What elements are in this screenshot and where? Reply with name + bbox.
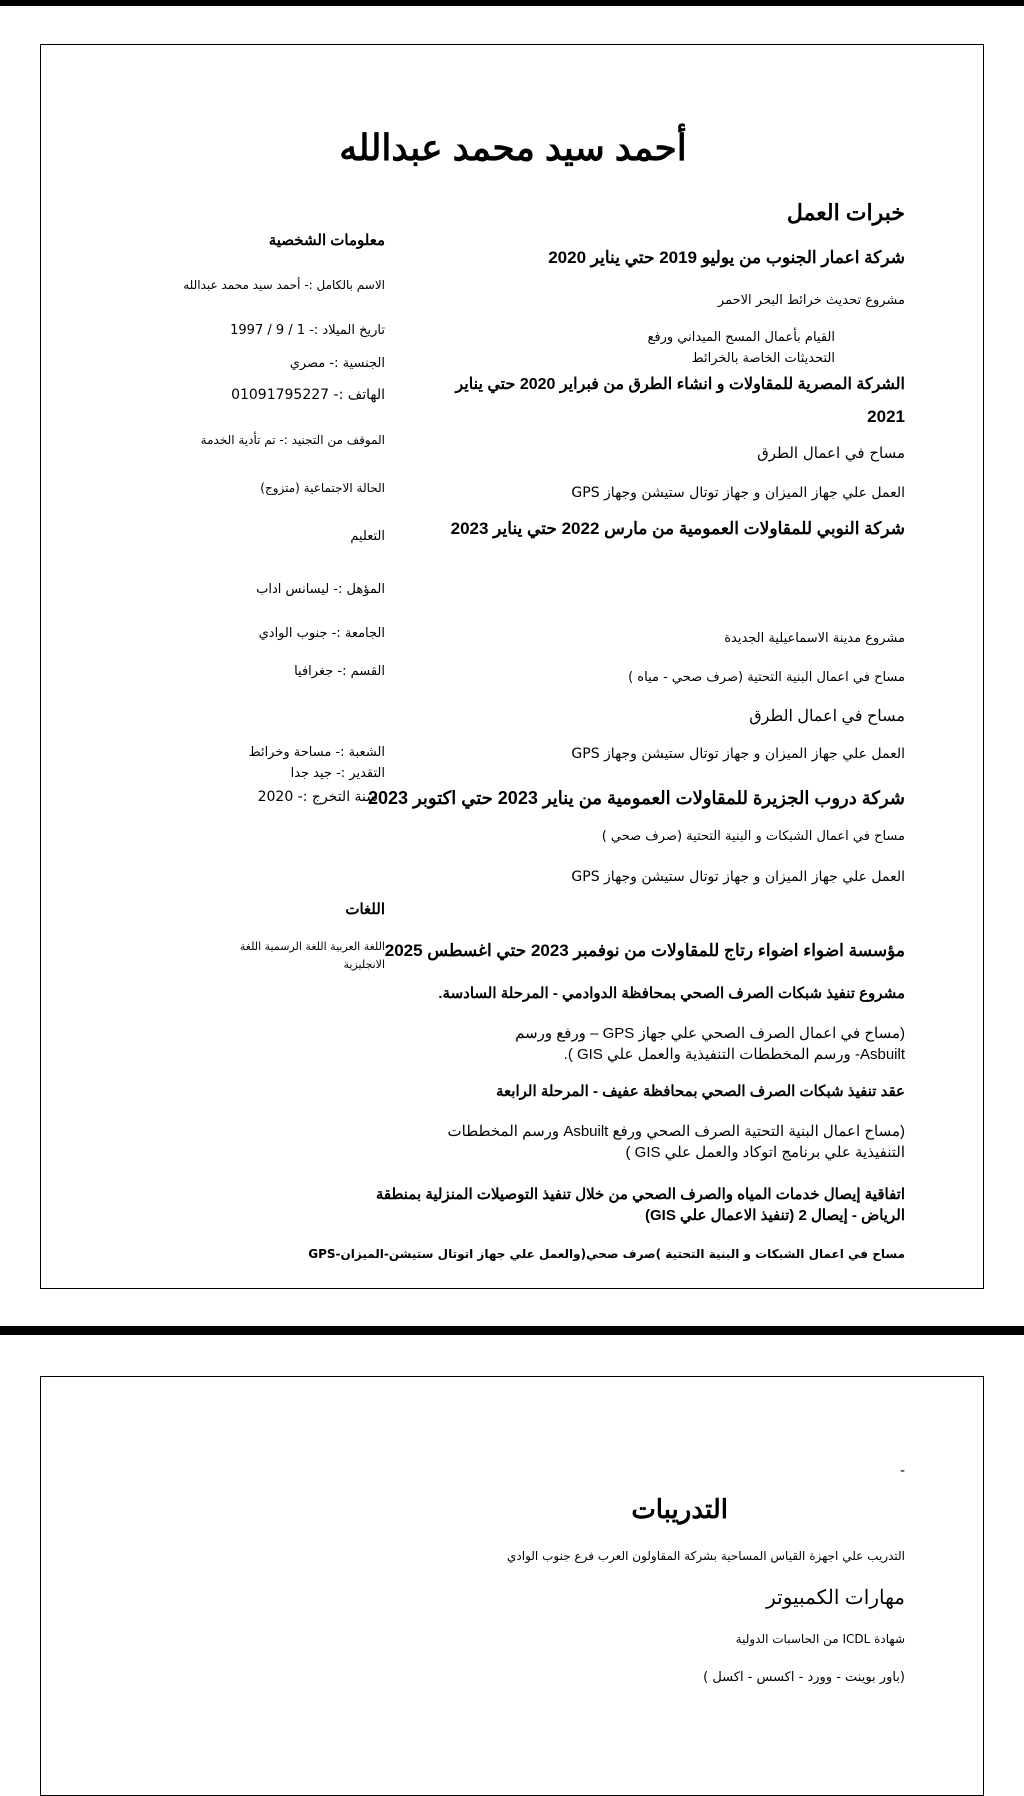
company-5-project-1-line2: Asbuilt- ورسم المخططات التنفيذية والعمل علي GIS ). xyxy=(563,1046,905,1063)
page-separator-band xyxy=(0,1326,1024,1335)
nationality: الجنسية :- مصري xyxy=(289,356,385,371)
office-skills: (باور بوينت - وورد - اكسس - اكسل ) xyxy=(703,1670,905,1685)
company-1-title: شركة اعمار الجنوب من يوليو 2019 حتي يناير 2020 xyxy=(548,248,905,267)
languages-line1: اللغة العربية اللغة الرسمية اللغة xyxy=(239,940,385,953)
company-5-project-3-task: مساح في اعمال الشبكات و البنية التحتية )صرف صحي(والعمل علي جهاز اتوتال ستيشن-الميزان-GPS xyxy=(308,1247,905,1261)
full-name: الاسم بالكامل :- أحمد سيد محمد عبدالله xyxy=(183,278,385,292)
phone: الهاتف :- 01091795227 xyxy=(231,387,385,403)
department: القسم :- جغرافيا xyxy=(294,664,385,679)
company-5-project-2-line2: التنفيذية علي برنامج اتوكاد والعمل علي GIS ) xyxy=(625,1144,905,1161)
company-4-role: مساح في اعمال الشبكات و البنية التحتية (صرف صحي ) xyxy=(601,829,905,844)
company-2-role: مساح في اعمال الطرق xyxy=(757,444,905,462)
education-heading: التعليم xyxy=(350,529,385,544)
company-5-project-3-line1: اتفاقية إيصال خدمات المياه والصرف الصحي من خلال تنفيذ التوصيلات المنزلية بمنطقة xyxy=(375,1186,905,1203)
viewer-top-band xyxy=(0,0,1024,6)
military-status: الموقف من التجنيد :- تم تأدية الخدمة xyxy=(200,433,385,447)
languages-line2: الانجليزية xyxy=(343,958,385,971)
page-title: أحمد سيد محمد عبدالله xyxy=(339,127,687,168)
stray-dash: - xyxy=(899,1463,905,1479)
company-1-project: مشروع تحديث خرائط البحر الاحمر xyxy=(717,293,905,308)
personal-heading: معلومات الشخصية xyxy=(268,232,385,249)
qualification: المؤهل :- ليسانس اداب xyxy=(256,582,385,597)
company-5-project-1: مشروع تنفيذ شبكات الصرف الصحي بمحافظة الدوادمي - المرحلة السادسة. xyxy=(438,985,905,1002)
company-5-project-3-line2: الرياض - إيصال 2 (تنفيذ الاعمال علي GIS) xyxy=(645,1207,905,1224)
languages-heading: اللغات xyxy=(345,901,385,918)
computer-skills-heading: مهارات الكمبيوتر xyxy=(766,1587,905,1609)
university: الجامعة :- جنوب الوادي xyxy=(258,626,385,641)
company-2-task: العمل علي جهاز الميزان و جهاز توتال ستيشن وجهاز GPS xyxy=(571,485,905,501)
company-3-role-1: مساح في اعمال البنية التحتية (صرف صحي - مياه ) xyxy=(628,670,905,685)
company-5-project-2: عقد تنفيذ شبكات الصرف الصحي بمحافظة عفيف - المرحلة الرابعة xyxy=(496,1083,905,1100)
company-4-task: العمل علي جهاز الميزان و جهاز توتال ستيشن وجهاز GPS xyxy=(571,869,905,885)
company-1-task-line2: التحديثات الخاصة بالخرائط xyxy=(691,351,835,366)
company-2-title-line1: الشركة المصرية للمقاولات و انشاء الطرق من فبراير 2020 حتي يناير xyxy=(455,376,905,393)
company-5-project-2-line1: (مساح اعمال البنية التحتية الصرف الصحي ورفع Asbuilt ورسم المخططات xyxy=(447,1123,905,1140)
training-heading: التدريبات xyxy=(631,1494,728,1524)
marital-status: الحالة الاجتماعية (متزوج) xyxy=(260,481,385,495)
company-3-role-2: مساح في اعمال الطرق xyxy=(749,708,905,725)
training-item: التدريب علي اجهزة القياس المساحية بشركة المقاولون العرب فرع جنوب الوادي xyxy=(507,1549,905,1563)
company-1-task-line1: القيام بأعمال المسح الميداني ورفع xyxy=(647,330,835,345)
company-5-title: مؤسسة اضواء اضواء رتاج للمقاولات من نوفمبر 2023 حتي اغسطس 2025 xyxy=(384,941,905,960)
company-3-title: شركة النوبي للمقاولات العمومية من مارس 2022 حتي يناير 2023 xyxy=(450,519,905,538)
company-3-task: العمل علي جهاز الميزان و جهاز توتال ستيشن وجهاز GPS xyxy=(571,746,905,762)
birth-date: تاريخ الميلاد :- 1 / 9 / 1997 xyxy=(230,323,385,338)
company-3-project: مشروع مدينة الاسماعيلية الجديدة xyxy=(724,631,905,646)
company-4-title: شركة دروب الجزيرة للمقاولات العمومية من يناير 2023 حتي اكتوبر 2023 xyxy=(367,788,905,808)
graduation-year: سنة التخرج :- 2020 xyxy=(257,789,378,805)
document-page-1 xyxy=(40,44,984,1289)
grade: التقدير :- جيد جدا xyxy=(290,766,385,781)
division: الشعبة :- مساحة وخرائط xyxy=(248,745,385,760)
company-2-title-line2: 2021 xyxy=(867,407,905,426)
work-heading: خبرات العمل xyxy=(786,200,905,225)
company-5-project-1-line1: (مساح في اعمال الصرف الصحي علي جهاز GPS – ورفع ورسم xyxy=(515,1025,905,1042)
document-page-2 xyxy=(40,1376,984,1796)
icdl-certificate: شهادة ICDL من الحاسبات الدولية xyxy=(735,1632,905,1646)
